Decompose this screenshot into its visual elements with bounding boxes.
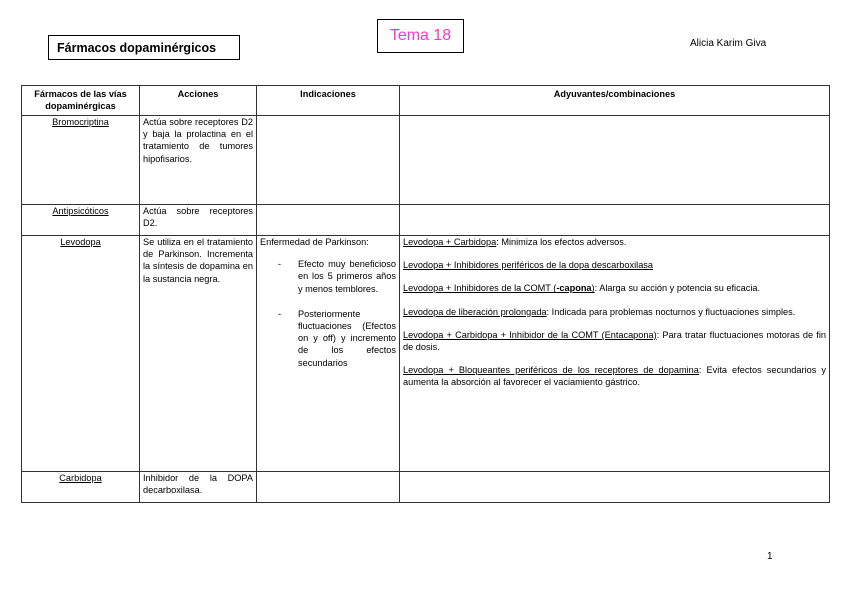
adjuvant-text: : Alarga su acción y potencia su eficacia. [594,283,761,294]
drug-cell [22,472,140,503]
adjuvant-label: Levodopa + Inhibidores periféricos de la dopa descarboxilasa [403,260,654,271]
adjuvant-entry [403,259,826,271]
drug-cell [22,236,140,472]
adjuvant-label-bold: -capona [556,283,592,294]
header-indications: Indicaciones [257,86,400,116]
adjuvant-text: : Minimiza los efectos adversos. [496,237,627,247]
indication-cell [257,472,400,503]
indication-cell [257,205,400,236]
adjuvant-label-post: ) [591,283,595,294]
header-adjuvants: Adyuvantes/combinaciones [400,86,830,116]
header-actions: Acciones [140,86,257,116]
adjuvant-label: Levodopa de liberación prolongada [403,306,547,317]
drug-cell [22,116,140,205]
adjuvant-entry [403,306,826,318]
topic-label: Tema 18 [377,19,464,53]
table-row [22,236,830,472]
adjuvant-cell [400,205,830,236]
adjuvant-label [403,283,595,293]
table-row [22,205,830,236]
adjuvant-entry [403,282,826,294]
adjuvant-label-pre: Levodopa + Inhibidores de la COMT ( [403,283,557,294]
adjuvant-cell [400,116,830,205]
action-cell: Se utiliza en el tratamiento de Parkinson. Incrementa la síntesis de dopamina en la sustancia negra. [140,236,257,472]
indication-title: Enfermedad de Parkinson: [260,237,369,247]
table-row [22,472,830,503]
adjuvant-entry [403,236,826,248]
adjuvant-label: Levodopa + Bloqueantes periféricos de los receptores de dopamina [403,365,699,376]
adjuvant-text: : Indicada para problemas nocturnos y fluctuaciones simples. [546,306,796,317]
adjuvant-label: Levodopa + Carbidopa + Inhibidor de la COMT (Entacapona) [403,329,657,340]
page-number: 1 [767,551,773,562]
drug-name: Antipsicóticos [52,206,109,216]
drug-table [21,85,830,503]
table-header-row [22,86,830,116]
author-name: Alicia Karim Giva [690,38,767,49]
action-cell: Actúa sobre receptores D2. [140,205,257,236]
indication-cell [257,116,400,205]
adjuvant-entry [403,329,826,353]
adjuvant-text: : Evita efectos secundarios y aumenta la absorción al favorecer el vaciamiento gástrico. [403,365,826,388]
action-cell: Inhibidor de la DOPA decarboxilasa. [140,472,257,503]
drug-name: Carbidopa [59,473,102,483]
adjuvant-label: Levodopa + Carbidopa [403,237,497,247]
list-item: - Efecto muy beneficioso en los 5 primeros años y menos temblores. [260,258,396,295]
header-drug: Fármacos de las vías dopaminérgicas [22,86,140,116]
drug-name: Bromocriptina [52,117,109,127]
adjuvant-text: : Para tratar fluctuaciones motoras de fin de dosis. [403,329,826,353]
adjuvant-entry [403,364,826,388]
document-title: Fármacos dopaminérgicos [48,35,240,60]
drug-name: Levodopa [60,237,101,247]
adjuvant-cell [400,472,830,503]
action-cell: Actúa sobre receptores D2 y baja la prolactina en el tratamiento de tumores hipofisarios. [140,116,257,205]
list-item: - Posteriormente fluctuaciones (Efectos on y off) y incremento de los efectos secundarios [260,308,396,369]
indication-cell [257,236,400,472]
table-row [22,116,830,205]
adjuvant-cell [400,236,830,472]
drug-cell [22,205,140,236]
indication-list [260,258,396,369]
